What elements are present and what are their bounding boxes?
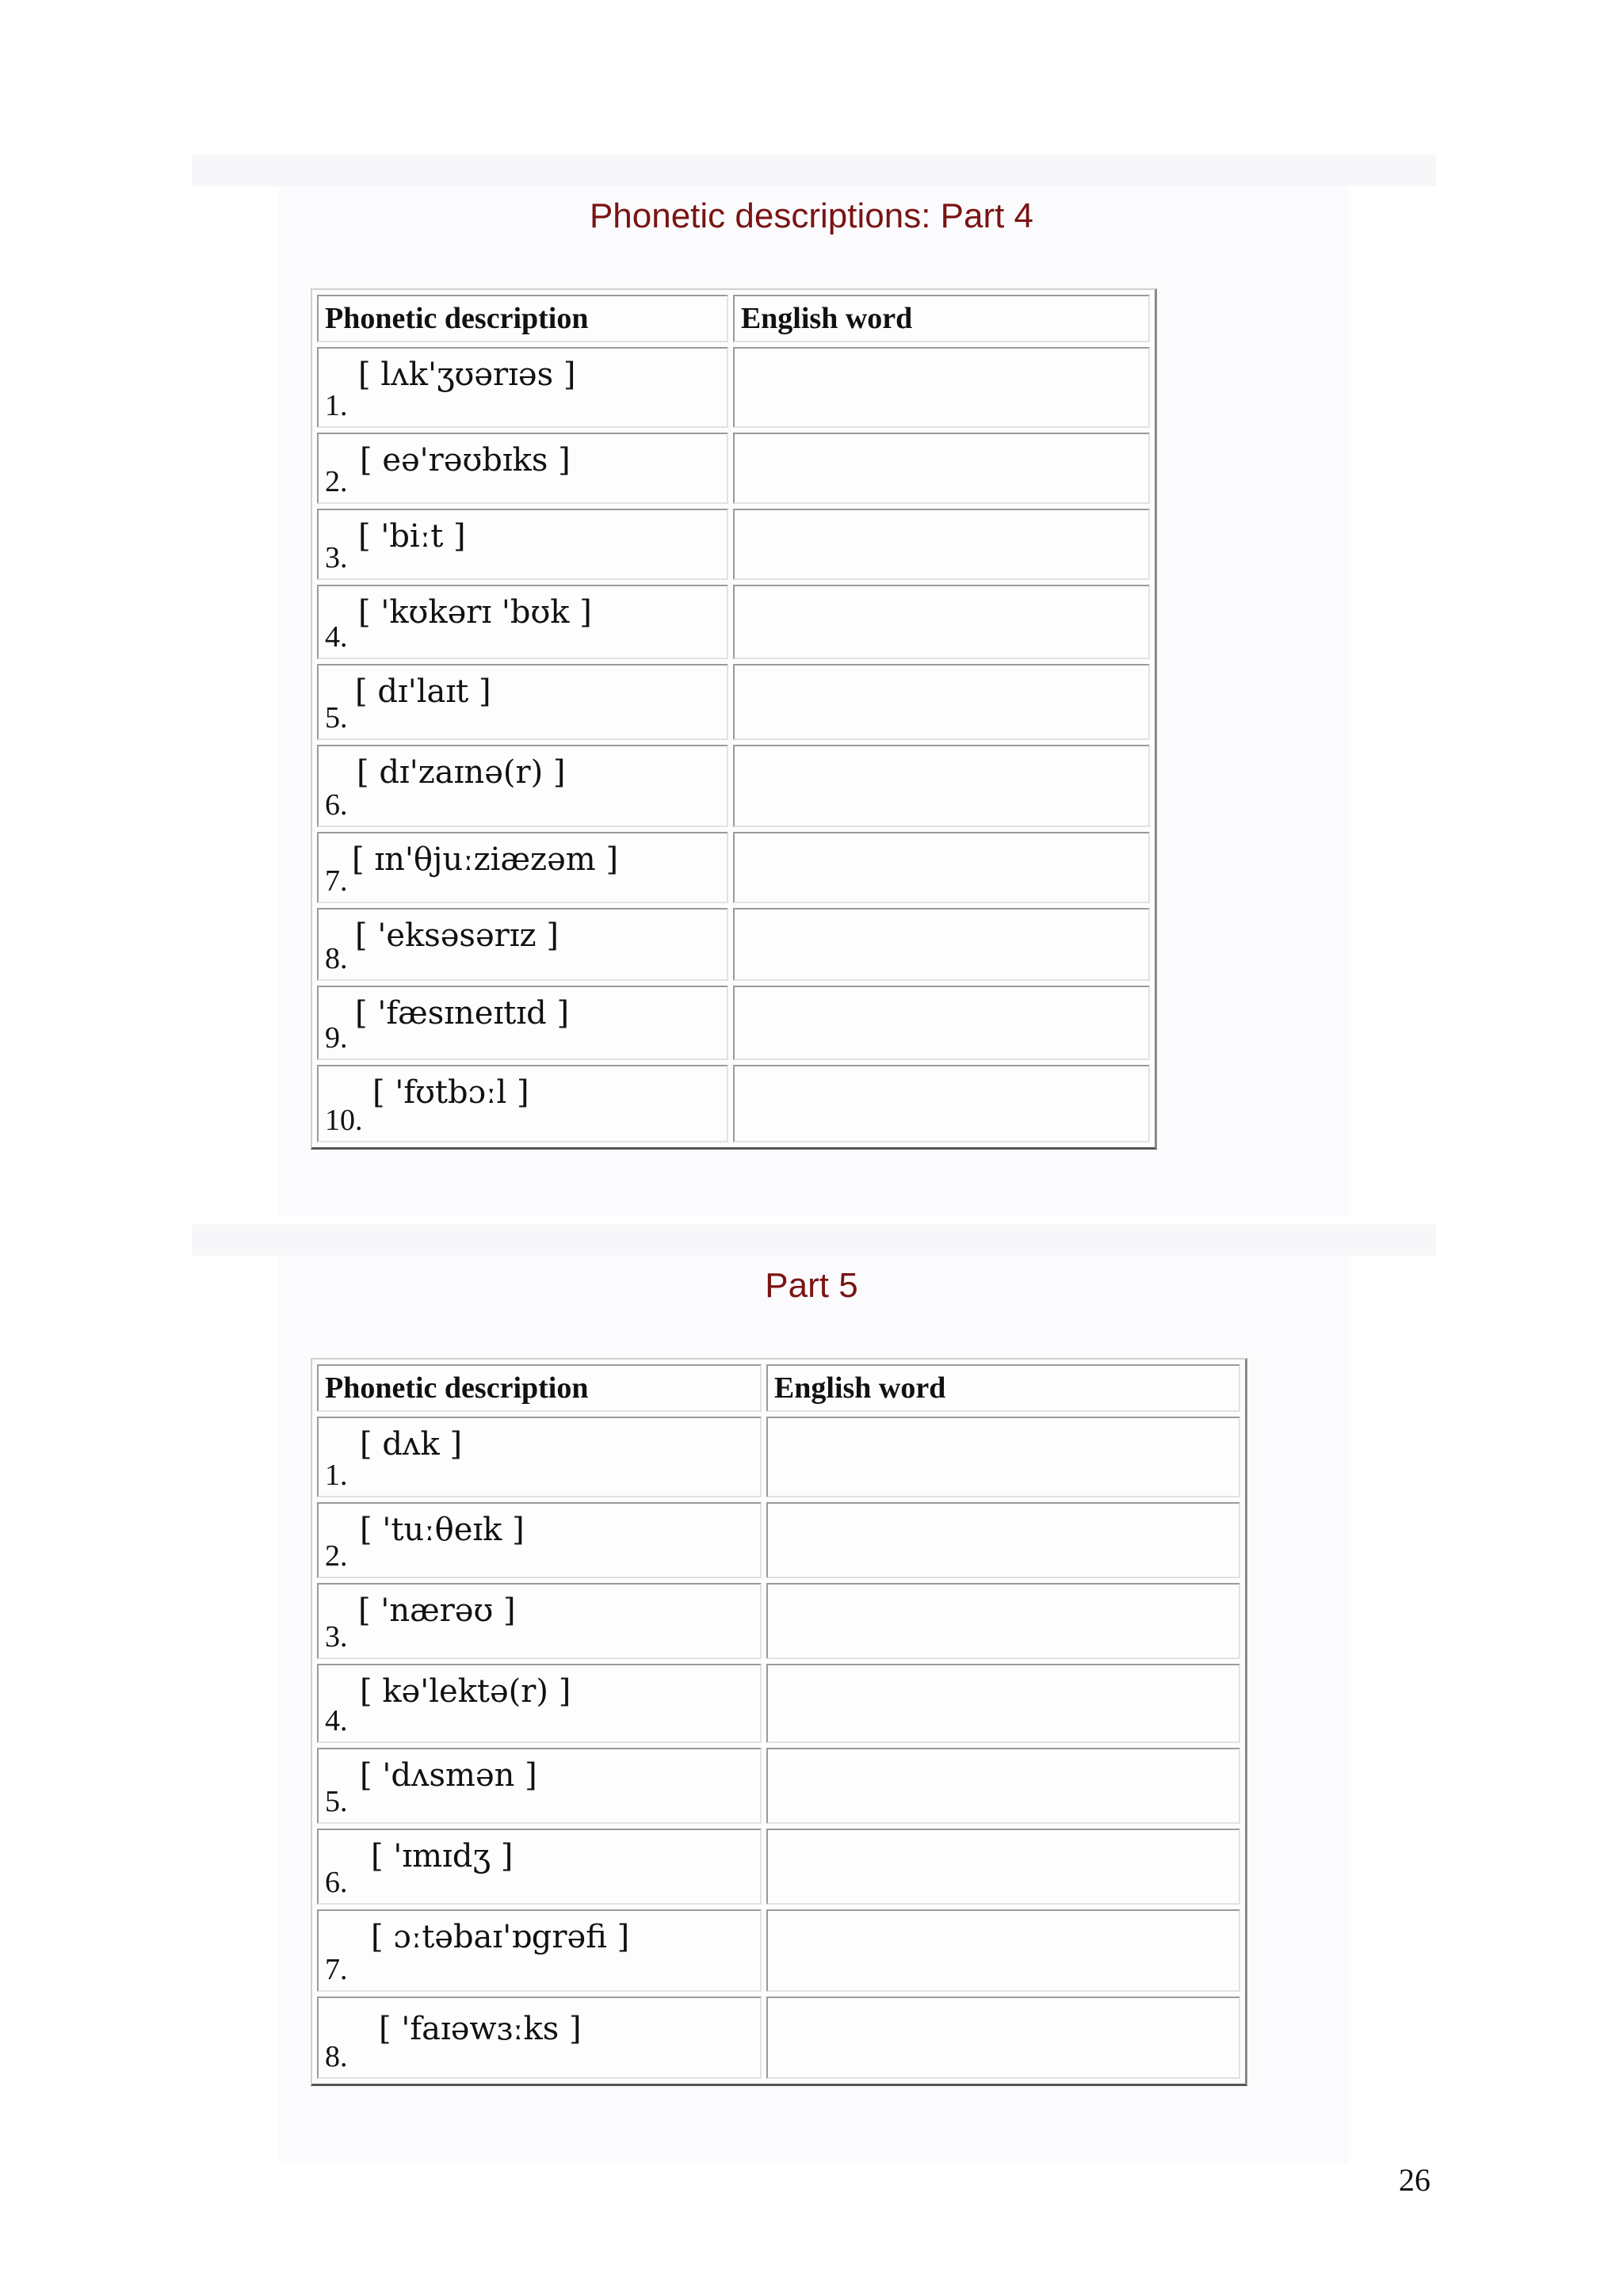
table-row xyxy=(317,1997,1240,2079)
table-row xyxy=(317,433,1150,504)
ipa-transcription: [ lʌk'ʒʊərɪəs ] xyxy=(358,357,576,393)
row-number: 5. xyxy=(325,701,348,734)
row-number: 9. xyxy=(325,1021,348,1055)
part5-table xyxy=(311,1358,1247,2086)
ipa-transcription: [ 'eksəsərɪz ] xyxy=(355,917,559,954)
phonetic-cell xyxy=(317,1583,762,1659)
ipa-transcription: [ 'fʊtbɔːl ] xyxy=(372,1074,529,1111)
ipa-transcription: [ kə'lektə(r) ] xyxy=(360,1673,571,1710)
column-header-english: English word xyxy=(733,295,1150,342)
ipa-transcription: [ eə'rəʊbɪks ] xyxy=(360,442,571,479)
row-number: 6. xyxy=(325,788,348,822)
table-row xyxy=(317,1417,1240,1497)
part5-title: Part 5 xyxy=(765,1266,858,1305)
english-word-cell[interactable] xyxy=(733,1065,1150,1142)
ipa-transcription: [ 'dʌsmən ] xyxy=(360,1757,537,1794)
english-word-cell[interactable] xyxy=(766,1417,1240,1497)
row-number: 1. xyxy=(325,1459,348,1492)
phonetic-cell xyxy=(317,347,728,428)
english-word-cell[interactable] xyxy=(766,1583,1240,1659)
ipa-transcription: [ 'faɪəwɜːks ] xyxy=(379,2011,582,2047)
table-row xyxy=(317,908,1150,981)
row-number: 3. xyxy=(325,541,348,574)
ipa-transcription: [ 'fæsɪneɪtɪd ] xyxy=(355,995,570,1032)
phonetic-cell xyxy=(317,433,728,504)
table-row xyxy=(317,1664,1240,1743)
column-header-phonetic: Phonetic description xyxy=(317,1364,762,1412)
phonetic-cell xyxy=(317,745,728,827)
phonetic-cell xyxy=(317,1748,762,1824)
phonetic-cell xyxy=(317,1909,762,1992)
table-row xyxy=(317,986,1150,1060)
table-header-row xyxy=(317,295,1150,342)
english-word-cell[interactable] xyxy=(766,1748,1240,1824)
ipa-transcription: [ ɪn'θjuːziæzəm ] xyxy=(352,841,619,878)
row-number: 8. xyxy=(325,2040,348,2073)
phonetic-cell xyxy=(317,986,728,1060)
english-word-cell[interactable] xyxy=(766,1829,1240,1905)
row-number: 4. xyxy=(325,1704,348,1737)
table-row xyxy=(317,1502,1240,1578)
column-header-english: English word xyxy=(766,1364,1240,1412)
english-word-cell[interactable] xyxy=(733,585,1150,659)
table-row xyxy=(317,745,1150,827)
row-number: 10. xyxy=(325,1104,363,1137)
english-word-cell[interactable] xyxy=(733,347,1150,428)
row-number: 2. xyxy=(325,1539,348,1573)
row-number: 6. xyxy=(325,1866,348,1899)
row-number: 1. xyxy=(325,389,348,422)
english-word-cell[interactable] xyxy=(733,509,1150,580)
english-word-cell[interactable] xyxy=(733,986,1150,1060)
table-row xyxy=(317,832,1150,903)
table-header-row xyxy=(317,1364,1240,1412)
table-row xyxy=(317,1829,1240,1905)
ipa-transcription: [ dɪ'laɪt ] xyxy=(355,673,491,710)
row-number: 2. xyxy=(325,465,348,498)
english-word-cell[interactable] xyxy=(733,908,1150,981)
phonetic-cell xyxy=(317,908,728,981)
row-number: 8. xyxy=(325,942,348,975)
ipa-transcription: [ ɔːtəbaɪ'ɒgrəfi ] xyxy=(371,1919,630,1955)
ipa-transcription: [ dɪ'zaɪnə(r) ] xyxy=(357,754,566,791)
table-row xyxy=(317,664,1150,740)
row-number: 5. xyxy=(325,1785,348,1818)
row-number: 7. xyxy=(325,1953,348,1986)
row-number: 3. xyxy=(325,1620,348,1653)
ipa-transcription: [ dʌk ] xyxy=(360,1426,463,1463)
table-row xyxy=(317,585,1150,659)
ipa-transcription: [ 'nærəʊ ] xyxy=(358,1592,516,1629)
english-word-cell[interactable] xyxy=(733,664,1150,740)
phonetic-cell xyxy=(317,1502,762,1578)
column-header-phonetic: Phonetic description xyxy=(317,295,728,342)
part4-table xyxy=(311,288,1157,1150)
english-word-cell[interactable] xyxy=(766,1997,1240,2079)
ipa-transcription: [ 'tuːθeɪk ] xyxy=(360,1512,525,1548)
phonetic-cell xyxy=(317,1065,728,1142)
part4-title: Phonetic descriptions: Part 4 xyxy=(589,196,1034,235)
phonetic-cell xyxy=(317,664,728,740)
page-number: 26 xyxy=(1399,2162,1430,2198)
row-number: 7. xyxy=(325,864,348,898)
english-word-cell[interactable] xyxy=(766,1909,1240,1992)
english-word-cell[interactable] xyxy=(733,745,1150,827)
table-row xyxy=(317,509,1150,580)
phonetic-cell xyxy=(317,509,728,580)
english-word-cell[interactable] xyxy=(766,1502,1240,1578)
table-row xyxy=(317,1583,1240,1659)
phonetic-cell xyxy=(317,1829,762,1905)
table-row xyxy=(317,1909,1240,1992)
phonetic-cell xyxy=(317,1664,762,1743)
english-word-cell[interactable] xyxy=(733,832,1150,903)
section-band-part4 xyxy=(192,154,1436,186)
table-row xyxy=(317,347,1150,428)
phonetic-cell xyxy=(317,1997,762,2079)
english-word-cell[interactable] xyxy=(766,1664,1240,1743)
ipa-transcription: [ 'kʊkərɪ 'bʊk ] xyxy=(358,594,592,631)
table-row xyxy=(317,1748,1240,1824)
ipa-transcription: [ 'biːt ] xyxy=(358,518,466,555)
phonetic-cell xyxy=(317,832,728,903)
phonetic-cell xyxy=(317,1417,762,1497)
row-number: 4. xyxy=(325,620,348,654)
phonetic-cell xyxy=(317,585,728,659)
table-row xyxy=(317,1065,1150,1142)
section-band-part5 xyxy=(192,1224,1436,1256)
ipa-transcription: [ 'ɪmɪdʒ ] xyxy=(371,1838,514,1875)
english-word-cell[interactable] xyxy=(733,433,1150,504)
